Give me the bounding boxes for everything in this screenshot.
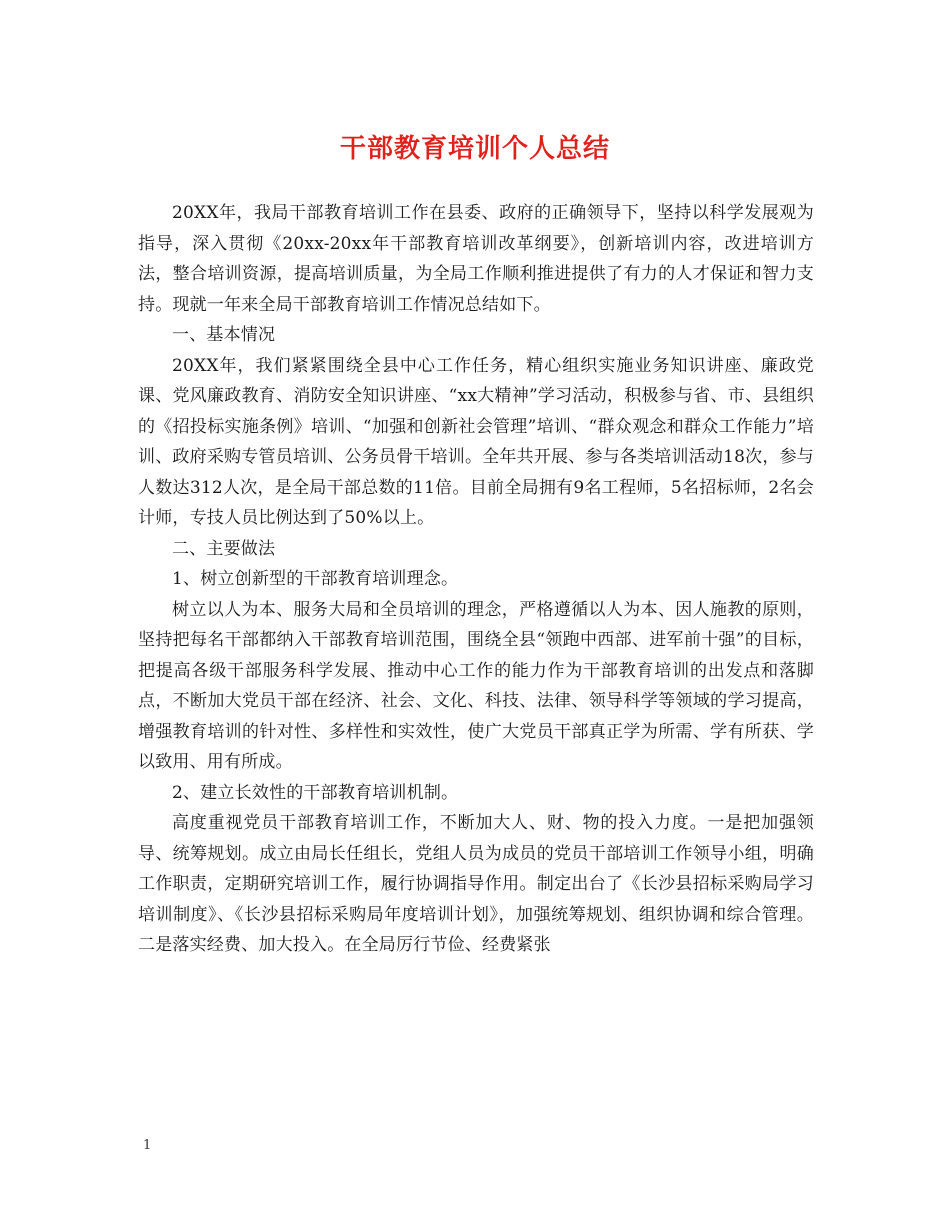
section-heading-basic-situation: 一、基本情况 xyxy=(172,325,276,345)
paragraph-training-concept: 树立以人为本、服务大局和全员培训的理念，严格遵循以人为本、因人施教的原则，坚持把每名干部都纳入干部教育培训范围，围绕全县“领跑中西部、进军前十强”的目标，把提高各级干部服务科学发展、推动中心工作的能力作为干部教育培训的出发点和落脚点，不断加大党员干部在经济、社会、文化、科技、法律、领导科学等领域的学习提高，增强教育培训的针对性、多样性和实效性，使广大党员干部真正学为所需、学有所获、学以致用、用有所成。 xyxy=(138,599,814,772)
section-heading-main-practices: 二、主要做法 xyxy=(172,538,276,559)
document-title: 干部教育培训个人总结 xyxy=(339,134,610,164)
page-number: 1 xyxy=(143,1138,152,1153)
subheading-training-concept: 1、树立创新型的干部教育培训理念。 xyxy=(172,569,459,589)
subheading-training-mechanism: 2、建立长效性的干部教育培训机制。 xyxy=(172,782,459,803)
document-body xyxy=(138,198,814,961)
paragraph-basic-situation: 20XX年，我们紧紧围绕全县中心工作任务，精心组织实施业务知识讲座、廉政党课、党风廉政教育、消防安全知识讲座、“xx大精神”学习活动，积极参与省、市、县组织的《招投标实施条例》培训、“加强和创新社会管理”培训、“群众观念和群众工作能力”培训、政府采购专管员培训、公务员骨干培训。全年共开展、参与各类培训活动18次，参与人数达312人次，是全局干部总数的11倍。目前全局拥有9名工程师，5名招标师，2名会计师，专技人员比例达到了50%以上。 xyxy=(138,355,814,528)
paragraph-training-mechanism: 高度重视党员干部教育培训工作，不断加大人、财、物的投入力度。一是把加强领导、统筹规划。成立由局长任组长，党组人员为成员的党员干部培训工作领导小组，明确工作职责，定期研究培训工作，履行协调指导作用。制定出台了《长沙县招标采购局学习培训制度》、《长沙县招标采购局年度培训计划》，加强统筹规划、组织协调和综合管理。二是落实经费、加大投入。在全局厉行节俭、经费紧张 xyxy=(138,813,814,955)
paragraph-intro: 20XX年，我局干部教育培训工作在县委、政府的正确领导下，坚持以科学发展观为指导，深入贯彻《20xx-20xx年干部教育培训改革纲要》，创新培训内容，改进培训方法，整合培训资源，提高培训质量，为全局工作顺利推进提供了有力的人才保证和智力支持。现就一年来全局干部教育培训工作情况总结如下。 xyxy=(138,203,814,315)
